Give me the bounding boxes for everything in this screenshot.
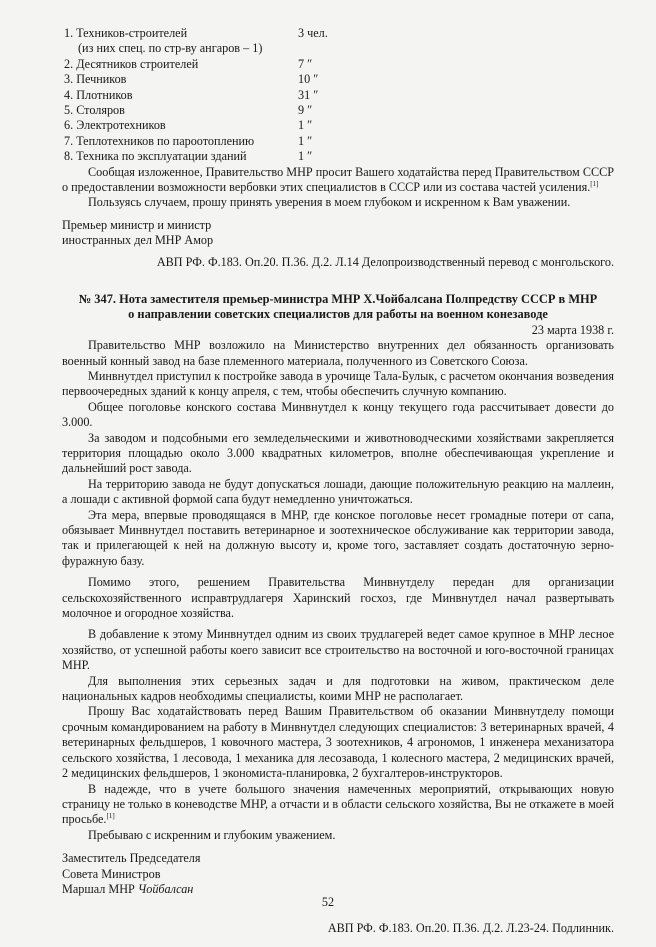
doc2-archive-reference: АВП РФ. Ф.183. Оп.20. П.36. Д.2. Л.23-24. Подлинник. [327,921,614,936]
doc1-archive-reference: АВП РФ. Ф.183. Оп.20. П.36. Д.2. Л.14 Делопроизводственный перевод с монгольского. [156,254,614,269]
footnote-marker: [1] [106,812,115,821]
doc2-paragraph: Общее поголовье конского состава Минвнутдел к концу текущего года рассчитывает довести до 3.000. [62,399,614,430]
signatory-name: Чойбалсан [137,881,194,896]
list-item: 3. Печников 10 ″ [64,72,319,87]
doc2-paragraph: За заводом и подсобными его земледельческими и животноводческими хозяйствами закрепляется территория площадью около 3.000 квадратных километров, вполне обеспечивающая укрепление и дальнейший рост завода. [62,430,614,476]
doc2-paragraph: Правительство МНР возложило на Министерство внутренних дел обязанность организовать военный конный завод на базе племенного материала, полученного из Советского Союза. [62,338,614,368]
list-item: 8. Техника по эксплуатации зданий 1 ″ [64,149,313,164]
footnote-marker: [1] [590,179,599,188]
list-item: 1. Техников-строителей 3 чел. [64,26,328,40]
doc2-paragraph: На территорию завода не будут допускаться лошади, дающие положительную реакцию на маллеин, а лошади с активной формой сапа будут немедленно уничтожаться. [62,476,614,507]
doc1-paragraph: Сообщая изложенное, Правительство МНР просит Вашего ходатайства перед Правительством СССР о предоставлении возможности вербовки этих специалистов в СССР или из состава частей усиления.[1] [62,164,614,194]
doc1-paragraph: Пользуясь случаем, прошу принять уверения в моем глубоком и искренном к Вам уважении. [88,195,571,210]
list-item: 5. Столяров 9 ″ [64,102,313,117]
doc2-paragraph: Эта мера, впервые проводящаяся в МНР, где конское поголовье несет громадные потери от сапа, обязывает Минвнутдел поставить ветеринарное и зоотехническое обслуживание как территории завода, так и прилегающей к ней на должную высоту и, кроме того, заставляет создать достаточную зерно-фуражную базу. [62,507,614,568]
specialists-list [64,26,614,165]
doc2-paragraph: В надежде, что в учете большого значения намеченных мероприятий, открывающих новую страницу не только в коневодстве МНР, а отчасти и в области сельского хозяйства, Вы не откажете в моей просьбе.[1] [62,781,614,827]
list-item: 4. Плотников 31 ″ [64,87,319,102]
doc2-paragraph: Помимо этого, решением Правительства Минвнутделу передан для организации сельскохозяйственного исправтрудлагеря Харинский госхоз, где Минвнутдел начал развертывать молочное и огородное хозяйства. [62,575,614,621]
page-number: 52 [321,895,335,909]
doc2-paragraph: В добавление к этому Минвнутдел одним из своих трудлагерей ведет самое крупное в МНР лесное хозяйство, от успешной работы коего зависит все строительство на восточной и юго-восточной границах МНР. [62,627,614,673]
doc1-signature: Премьер министр и министр иностранных дел МНР Амор [62,217,214,248]
list-item: 6. Электротехников 1 ″ [64,118,313,133]
doc2-paragraph: Минвнутдел приступил к постройке завода в урочище Тала-Булык, с расчетом окончания возведения первоочередных зданий к концу апреля, с тем, чтобы обеспечить случную компанию. [62,368,614,399]
doc2-paragraph: Для выполнения этих серьезных задач и для подготовки на живом, практическом деле национальных кадров необходимы специалисты, коими МНР не располагает. [62,673,614,704]
doc2-title: № 347. Нота заместителя премьер-министра МНР Х.Чойбалсана Полпредству СССР в МНР о направлении советских специалистов для работы на военном конезаводе [78,291,598,322]
doc2-date: 23 марта 1938 г. [531,322,614,337]
doc2-paragraph: Пребываю с искренним и глубоким уважением. [88,827,336,842]
list-item: 7. Теплотехников по пароотоплению 1 ″ [64,133,313,148]
list-item: 2. Десятников строителей 7 ″ [64,56,313,71]
list-item: (из них спец. по стр-ву ангаров – 1) [78,41,263,56]
doc2-signature: Заместитель Председателя Совета Министров Маршал МНР Чойбалсан [62,851,201,896]
doc2-paragraph: Прошу Вас ходатайствовать перед Вашим Правительством об оказании Минвнутделу помощи срочным командированием на работу в Минвнутдел следующих специалистов: 3 ветеринарных врачей, 4 ветеринарных фельдшеров, 1 ковочного мастера, 3 зоотехников, 4 агрономов, 1 инженера механизатора сельского хозяйства, 1 лесовода, 1 механика для лесозавода, 1 колесного мастера, 2 медицинских врачей, 2 медицинских фельдшеров, 1 экономиста-планировка, 2 бухгалтеров-инструкторов. [62,704,614,781]
